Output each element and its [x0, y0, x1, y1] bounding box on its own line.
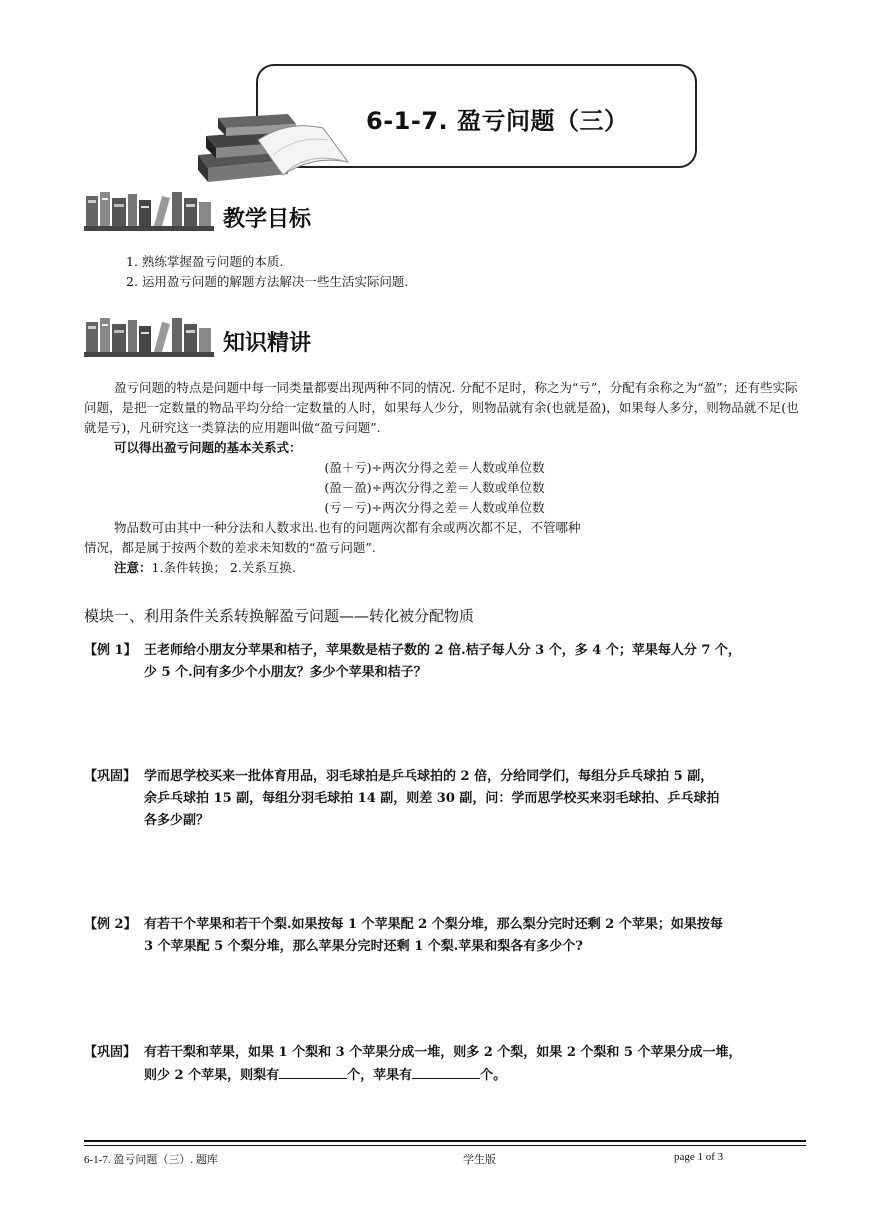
goal-item: 2. 运用盈亏问题的解题方法解决一些生活实际问题. — [126, 274, 409, 289]
footer-left: 6-1-7. 盈亏问题（三）. 题库 — [84, 1154, 218, 1166]
question-text: 有若干个苹果和若干个梨.如果按每 1 个苹果配 2 个梨分堆，那么梨分完时还剩 2 个苹果；如果按每 — [144, 917, 723, 932]
section-title-goals: 教学目标 — [223, 207, 312, 232]
note-line — [114, 558, 714, 578]
question-tag: 【例 2】 — [84, 917, 137, 932]
question-text: 有若干梨和苹果，如果 1 个梨和 3 个苹果分成一堆，则多 2 个梨，如果 2 个梨和 5 个苹果分成一堆， — [144, 1045, 742, 1060]
note-label: 注意： — [114, 560, 152, 575]
question-text: 学而思学校买来一批体育用品，羽毛球拍是乒乓球拍的 2 倍，分给同学们，每组分乒乓球拍 5 副， — [144, 769, 714, 784]
question-text: 各多少副？ — [144, 813, 210, 828]
formula-intro: 可以得出盈亏问题的基本关系式： — [114, 440, 302, 455]
footer-divider — [84, 1145, 806, 1146]
knowledge-paragraph: 盈亏问题的特点是问题中每一同类量都要出现两种不同的情况. 分配不足时，称之为“亏”，分配有余称之为“盈”；还有些实际问题，是把一定数量的物品平均分给一定数量的人时，如果每人少分，则物品就有余(也就是盈)，如果每人多分，则物品就不足(也就是亏)，凡研究这一类算法的应用题叫做“盈亏问题”. — [84, 380, 799, 435]
note-text: 1.条件转换； 2.关系互换. — [151, 560, 296, 575]
footer-page-number: page 1 of 3 — [674, 1151, 724, 1163]
question-text: 个。 — [480, 1068, 507, 1083]
question-text: 个，苹果有 — [347, 1068, 413, 1083]
question-practice-1 — [84, 766, 810, 832]
question-text-with-blanks — [84, 1064, 810, 1087]
footer-divider — [84, 1140, 806, 1142]
formula-line: (盈－盈)÷两次分得之差＝人数或单位数 — [324, 480, 545, 495]
question-tag: 【巩固】 — [84, 1045, 137, 1060]
knowledge-paragraph-2a: 物品数可由其中一种分法和人数求出.也有的问题两次都有余或两次都不足，不管哪种 — [114, 520, 581, 535]
question-practice-2 — [84, 1042, 810, 1087]
question-text: 3 个苹果配 5 个梨分堆，那么苹果分完时还剩 1 个梨.苹果和梨各有多少个? — [144, 939, 583, 954]
question-text: 少 5 个.问有多少个小朋友？多少个苹果和桔子？ — [144, 665, 427, 680]
books-row-icon — [84, 190, 214, 232]
formula-line: (盈＋亏)÷两次分得之差＝人数或单位数 — [324, 460, 545, 475]
books-illustration — [188, 100, 358, 190]
formula-line: (亏－亏)÷两次分得之差＝人数或单位数 — [324, 500, 545, 515]
goal-item: 1. 熟练掌握盈亏问题的本质. — [126, 254, 284, 269]
module-heading: 模块一、利用条件关系转换解盈亏问题——转化被分配物质 — [84, 607, 475, 625]
question-tag: 【巩固】 — [84, 769, 137, 784]
question-text: 余乒乓球拍 15 副，每组分羽毛球拍 14 副，则差 30 副，问：学而思学校买来羽毛球拍、乒乓球拍 — [144, 791, 720, 806]
question-tag: 【例 1】 — [84, 643, 137, 658]
question-example-1 — [84, 640, 810, 684]
question-text: 则少 2 个苹果，则梨有 — [144, 1068, 280, 1083]
question-example-2 — [84, 914, 810, 958]
books-row-icon — [84, 316, 214, 358]
footer-center: 学生版 — [463, 1154, 496, 1166]
section-title-knowledge: 知识精讲 — [223, 331, 312, 356]
answer-blank-apples[interactable] — [412, 1064, 480, 1079]
answer-blank-pears[interactable] — [279, 1064, 347, 1079]
knowledge-paragraph-2b: 情况，都是属于按两个数的差求未知数的“盈亏问题”. — [84, 540, 376, 555]
question-text: 王老师给小朋友分苹果和桔子，苹果数是桔子数的 2 倍.桔子每人分 3 个，多 4 个；苹果每人分 7 个， — [144, 643, 741, 658]
page-title: 6-1-7. 盈亏问题（三） — [366, 107, 629, 135]
